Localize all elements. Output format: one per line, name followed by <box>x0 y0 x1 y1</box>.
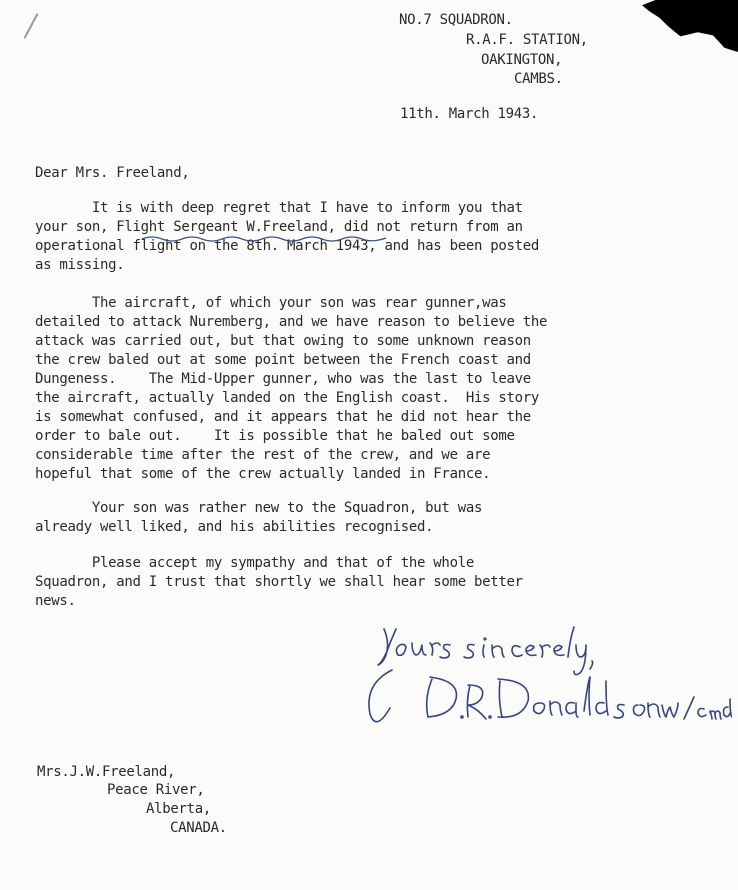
handwritten-underline <box>140 233 390 245</box>
salutation: Dear Mrs. Freeland, <box>35 165 190 181</box>
text-line: Your son was rather new to the Squadron, but was <box>35 500 483 516</box>
letterhead-line: R.A.F. STATION, <box>466 32 588 48</box>
text-line: order to bale out. It is possible that he baled out some <box>35 428 515 444</box>
text-line: hopeful that some of the crew actually landed in France. <box>35 466 491 482</box>
letterhead <box>0 0 738 100</box>
text-line: is somewhat confused, and it appears that he did not hear the <box>35 409 531 425</box>
text-line: It is with deep regret that I have to inform you that <box>35 200 523 216</box>
text-line: operational flight on the 8th. March 1943, and has been posted <box>35 238 539 254</box>
text-line: detailed to attack Nuremberg, and we have reason to believe the <box>35 314 548 330</box>
letterhead-line: NO.7 SQUADRON. <box>399 12 513 28</box>
recipient-address <box>0 750 300 850</box>
text-line: the crew baled out at some point between the French coast and <box>35 352 531 368</box>
text-line: considerable time after the rest of the crew, and we are <box>35 447 491 463</box>
text-line: as missing. <box>35 257 125 273</box>
text-line: Please accept my sympathy and that of the whole <box>35 555 474 571</box>
letterhead-line: CAMBS. <box>514 71 563 87</box>
paragraph-2 <box>35 295 655 495</box>
text-line: the aircraft, actually landed on the English coast. His story <box>35 390 539 406</box>
handwritten-signature <box>362 615 732 730</box>
text-line: your son, Flight Sergeant W.Freeland, did not return from an <box>35 219 523 235</box>
text-line: attack was carried out, but that owing to some unknown reason <box>35 333 531 349</box>
letterhead-line: OAKINGTON, <box>481 52 563 68</box>
text-line: Dungeness. The Mid-Upper gunner, who was the last to leave <box>35 371 531 387</box>
letter-date: 11th. March 1943. <box>400 106 539 122</box>
text-line: news. <box>35 593 76 609</box>
text-line: already well liked, and his abilities recognised. <box>35 519 434 535</box>
recipient-line: Peace River, <box>107 782 205 798</box>
paragraph-3 <box>35 500 655 540</box>
recipient-line: Mrs.J.W.Freeland, <box>37 764 176 780</box>
text-line: The aircraft, of which your son was rear gunner,was <box>35 295 507 311</box>
paragraph-4 <box>35 555 655 615</box>
recipient-line: CANADA. <box>170 820 227 836</box>
recipient-line: Alberta, <box>146 801 212 817</box>
text-line: Squadron, and I trust that shortly we shall hear some better <box>35 574 523 590</box>
